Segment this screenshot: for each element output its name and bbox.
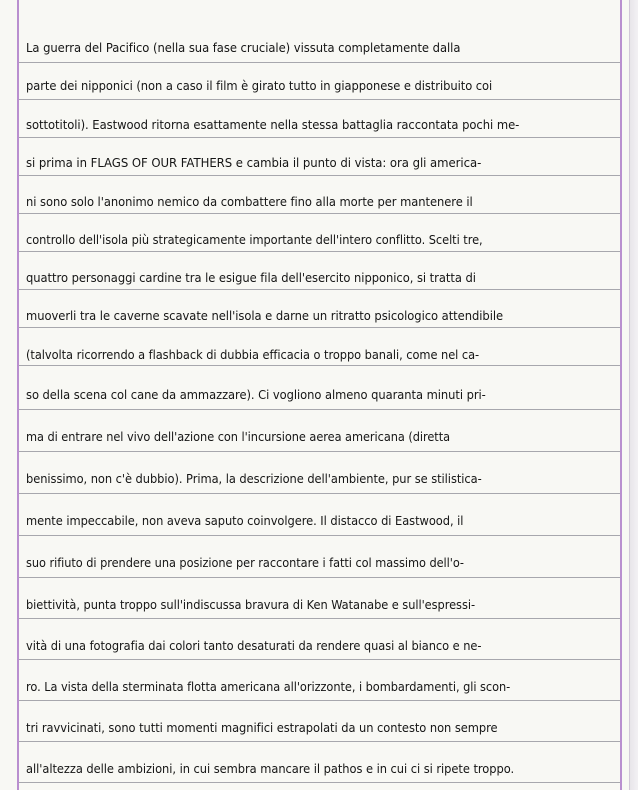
ruled-line (19, 700, 620, 701)
handwritten-line-15: biettività, punta troppo sull'indiscussa bravura di Ken Watanabe e sull'espressi- (26, 598, 476, 612)
handwritten-line-5: ni sono solo l'anonimo nemico da combattere fino alla morte per mantenere il (26, 195, 473, 209)
handwritten-line-18: tri ravvicinati, sono tutti momenti magnifici estrapolati da un contesto non sempre (26, 721, 498, 735)
handwritten-line-7: quattro personaggi cardine tra le esigue fila dell'esercito nipponico, si tratta di (26, 271, 476, 285)
ruled-line (19, 535, 620, 536)
handwritten-line-19: all'altezza delle ambizioni, in cui sembra mancare il pathos e in cui ci si ripete troppo. (26, 762, 515, 776)
ruled-line (19, 451, 620, 452)
left-margin-line (17, 0, 19, 790)
handwritten-line-10: so della scena col cane da ammazzare). Ci vogliono almeno quaranta minuti pri- (26, 388, 486, 402)
ruled-line (19, 289, 620, 290)
handwritten-line-4: si prima in FLAGS OF OUR FATHERS e cambia il punto di vista: ora gli america- (26, 156, 482, 170)
handwritten-line-12: benissimo, non c'è dubbio). Prima, la descrizione dell'ambiente, pur se stilistica- (26, 472, 482, 486)
ruled-line (19, 99, 620, 100)
ruled-line (19, 62, 620, 63)
ruled-line (19, 175, 620, 176)
ruled-line (19, 409, 620, 410)
ruled-line (19, 327, 620, 328)
handwritten-line-9: (talvolta ricorrendo a flashback di dubbia efficacia o troppo banali, come nel ca- (26, 348, 480, 362)
ruled-line (19, 493, 620, 494)
handwritten-line-2: parte dei nipponici (non a caso il film è girato tutto in giapponese e distribuito coi (26, 79, 493, 93)
ruled-line (19, 782, 620, 783)
ruled-line (19, 618, 620, 619)
ruled-line (19, 365, 620, 366)
ruled-line (19, 577, 620, 578)
handwritten-line-16: vità di una fotografia dai colori tanto desaturati da rendere quasi al bianco e ne- (26, 639, 482, 653)
handwritten-line-8: muoverli tra le caverne scavate nell'isola e darne un ritratto psicologico attendibile (26, 309, 504, 323)
page-edge (629, 0, 638, 790)
ruled-line (19, 137, 620, 138)
right-margin-line (620, 0, 622, 790)
ruled-line (19, 741, 620, 742)
handwritten-line-3: sottotitoli). Eastwood ritorna esattamente nella stessa battaglia raccontata pochi me- (26, 118, 520, 132)
ruled-line (19, 213, 620, 214)
handwritten-line-6: controllo dell'isola più strategicamente importante dell'intero conflitto. Scelti tre, (26, 233, 483, 247)
ruled-line (19, 251, 620, 252)
handwritten-line-1: La guerra del Pacifico (nella sua fase cruciale) vissuta completamente dalla (26, 41, 461, 55)
handwritten-line-14: suo rifiuto di prendere una posizione per raccontare i fatti col massimo dell'o- (26, 556, 464, 570)
handwritten-line-17: ro. La vista della sterminata flotta americana all'orizzonte, i bombardamenti, gli scon- (26, 680, 511, 694)
ruled-line (19, 659, 620, 660)
handwritten-line-11: ma di entrare nel vivo dell'azione con l'incursione aerea americana (diretta (26, 430, 451, 444)
handwritten-line-13: mente impeccabile, non aveva saputo coinvolgere. Il distacco di Eastwood, il (26, 514, 464, 528)
